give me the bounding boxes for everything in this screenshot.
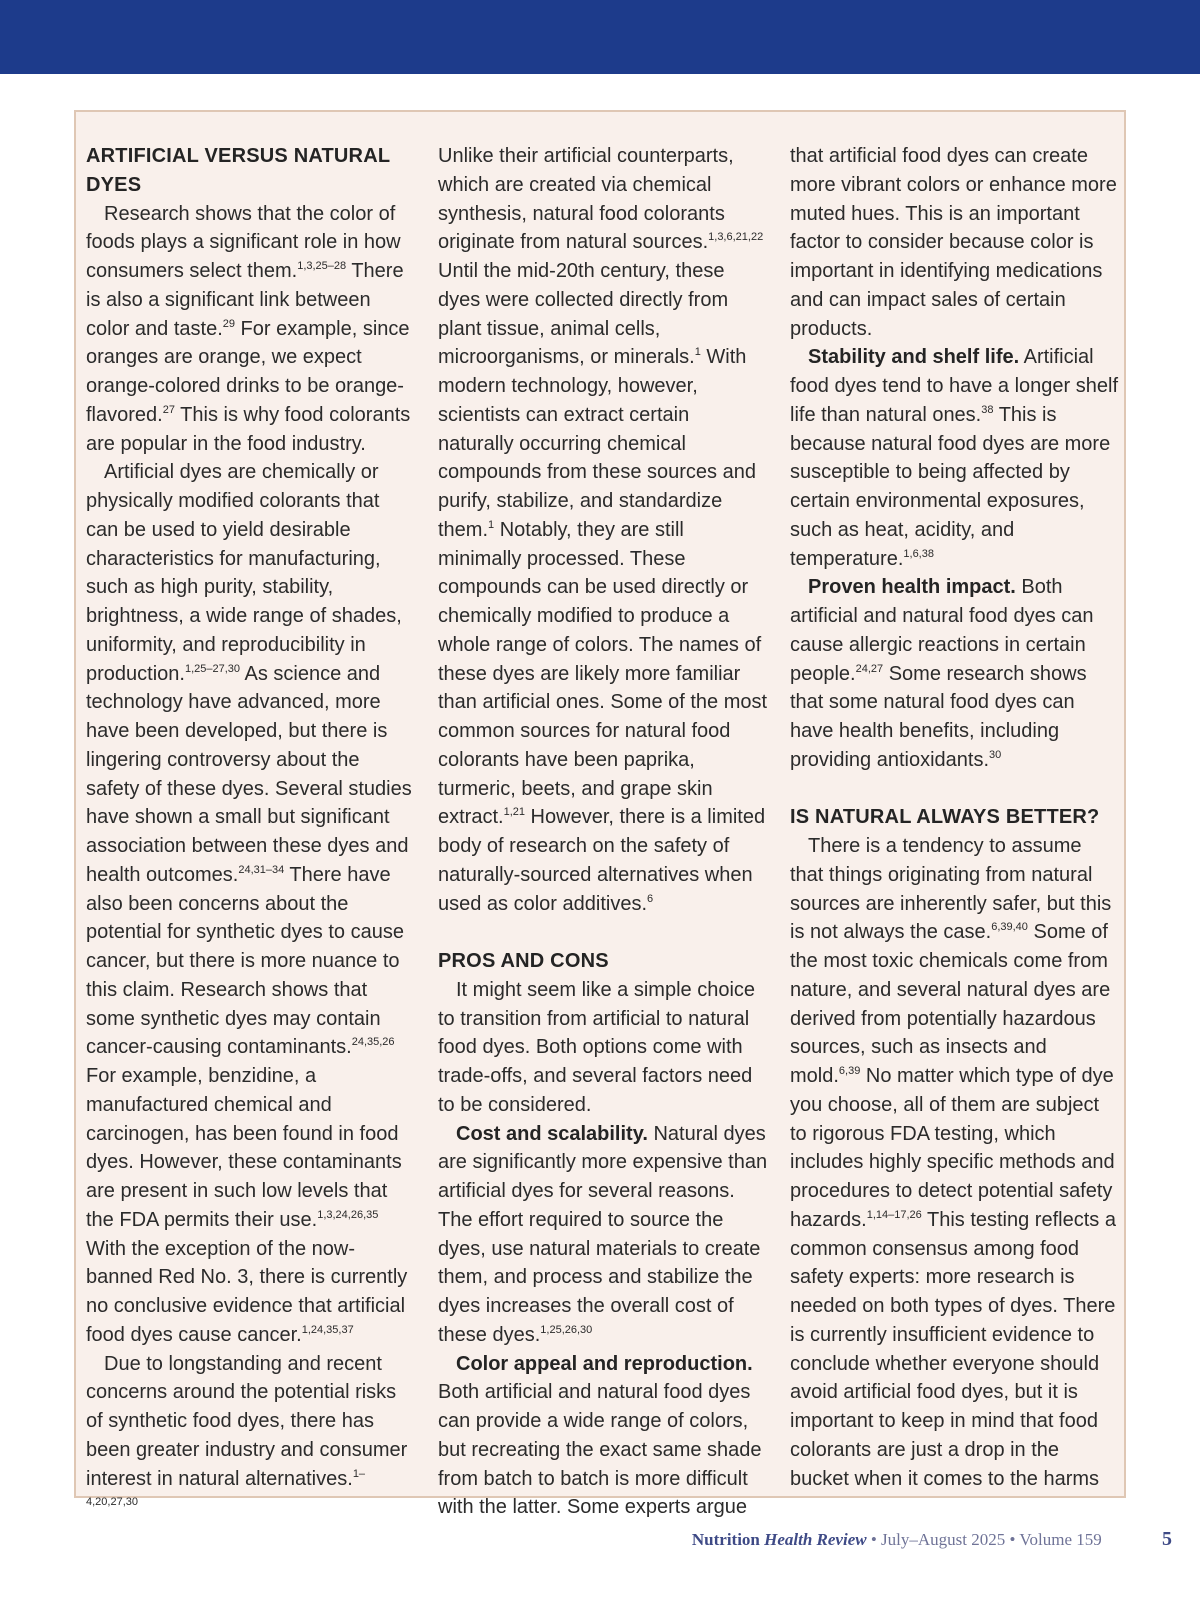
section-heading-is-natural-always-better: IS NATURAL ALWAYS BETTER? [790, 806, 1100, 829]
issue-date: July–August 2025 [881, 1530, 1006, 1549]
paragraph: Color appeal and reproduction. Both artificial and natural food dyes can provide a wide range of colors, but recreating the exact same shade from batch to batch is more difficult with the latter. Some experts argue [438, 1352, 762, 1519]
paragraph: Proven health impact. Both artificial and natural food dyes can cause allergic reactions in certain people.$^{24,27}$ Some research shows that some natural food dyes can have health benefits, including providing antioxidants.$^{30}$ [790, 576, 1094, 771]
paragraph: Artificial dyes are chemically or physically modified colorants that can be used to yield desirable characteristics for manufacturing, such as high purity, stability, brightness, a wide range of shades, uniformity, and reproducibility in production.$^{1,25-27,30}$ As science and technology have advanced, more have been developed, but there is lingering controversy about the safety of these dyes. Several studies have shown a small but significant association between these dyes and health outcomes.$^{24,31-34}$ There have also been concerns about the potential for synthetic dyes to cause cancer, but there is more nuance to this claim. Research shows that some synthetic dyes may contain cancer-causing contaminants.$^{24,35,26}$ For example, benzidine, a manufactured chemical and carcinogen, has been found in food dyes. However, these contaminants are present in such low levels that the FDA permits their use.$^{1,3,24,26,35}$ With the exception of the now-banned Red No. 3, there is currently no conclusive evidence that artificial food dyes cause cancer.$^{1,24,35,37}$ [86, 461, 412, 1346]
paragraph: Stability and shelf life. Artificial food dyes tend to have a longer shelf life than natural ones.$^{38}$ This is because natural food dyes are more susceptible to being affected by certain environmental exposures, such as heat, acidity, and temperature.$^{1,6,38}$ [790, 346, 1119, 570]
section-heading-artificial-vs-natural: ARTIFICIAL VERSUS NATURAL DYES [86, 145, 390, 196]
run-in-heading: Cost and scalability. [456, 1122, 648, 1145]
header-band [0, 0, 1200, 74]
article-column-2 [438, 142, 768, 1522]
page-footer: Nutrition Health Review • July–August 2025 • Volume 159 5 [691, 1528, 1172, 1550]
journal-name-italic: Health Review [764, 1530, 867, 1549]
volume-number: Volume 159 [1019, 1530, 1102, 1549]
paragraph: Unlike their artificial counterparts, which are created via chemical synthesis, natural food colorants originate from natural sources.$^{1,3,6,21,22}$ Until the mid-20th century, these dyes were collected directly from plant tissue, animal cells, microorganisms, or minerals.$^1$ With modern technology, however, scientists can extract certain naturally occurring chemical compounds from these sources and purify, stabilize, and standardize them.$^1$ Notably, they are still minimally processed. These compounds can be used directly or chemically modified to produce a whole range of colors. The names of these dyes are likely more familiar than artificial ones. Some of the most common sources for natural food colorants have been paprika, turmeric, beets, and grape skin extract.$^{1,21}$ However, there is a limited body of research on the safety of naturally-sourced alternatives when used as color additives.$^6$ [438, 145, 768, 915]
paragraph: There is a tendency to assume that things originating from natural sources are inherently safer, but this is not always the case.$^{6,39,40}$ Some of the most toxic chemicals come from nature, and several natural dyes are derived from potentially hazardous sources, such as insects and mold.$^{6,39}$ No matter which type of dye you choose, all of them are subject to rigorous FDA testing, which includes highly specific methods and procedures to detect potential safety hazards.$^{1,14-17,26}$ This testing reflects a common consensus among food safety experts: more research is needed on both types of dyes. There is currently insufficient evidence to conclude whether everyone should avoid artificial food dyes, but it is important to keep in mind that food colorants are just a drop in the bucket when it comes to the harms [790, 835, 1116, 1490]
article-box [74, 110, 1126, 1519]
paragraph: that artificial food dyes can create more vibrant colors or enhance more muted hues. This is an important factor to consider because color is important in identifying medications and can impact sales of certain products. [790, 145, 1117, 340]
section-heading-pros-and-cons: PROS AND CONS [438, 950, 609, 972]
paragraph: Cost and scalability. Natural dyes are significantly more expensive than artificial dyes for several reasons. The effort required to source the dyes, use natural materials to create them, and process and stabilize the dyes increases the overall cost of these dyes.$^{1,25,26,30}$ [438, 1122, 768, 1346]
paragraph: Due to longstanding and recent concerns around the potential risks of synthetic food dyes, there has been greater industry and consumer interest in natural alternatives.$^{1-4,20,27,30}$ [86, 1352, 408, 1509]
paragraph: Research shows that the color of foods plays a significant role in how consumers select them.$^{1,3,25-28}$ There is also a significant link between color and taste.$^{29}$ For example, since oranges are orange, we expect orange-colored drinks to be orange-flavored.$^{27}$ This is why food colorants are popular in the food industry. [86, 202, 411, 455]
paragraph: It might seem like a simple choice to transition from artificial to natural food dyes. Both options come with trade-offs, and several factors need to be considered. [438, 978, 756, 1116]
run-in-heading: Proven health impact. [808, 576, 1016, 599]
article-column-3 [790, 142, 1120, 1493]
page-number: 5 [1162, 1528, 1172, 1550]
journal-name: Nutrition [691, 1530, 760, 1549]
run-in-heading: Stability and shelf life. [808, 346, 1020, 369]
run-in-heading: Color appeal and reproduction. [456, 1352, 753, 1375]
article-column-1 [86, 142, 416, 1522]
